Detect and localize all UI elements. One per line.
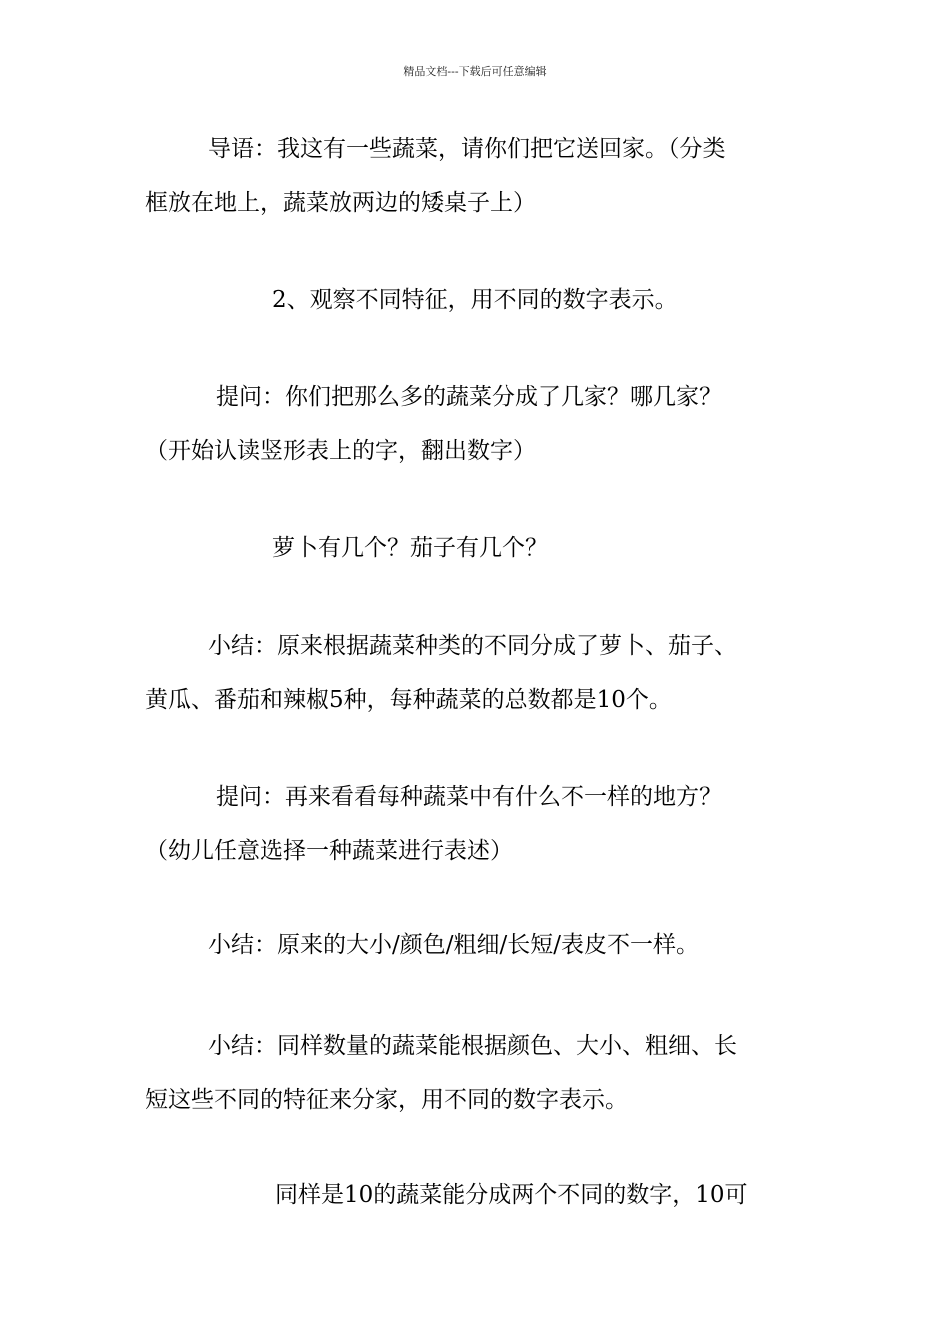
paragraph-line: 小结：原来的大小/颜色/粗细/长短/表皮不一样。 (208, 932, 699, 958)
paragraph-line: 黄瓜、番茄和辣椒5种，每种蔬菜的总数都是10个。 (145, 687, 672, 713)
paragraph-line: （开始认读竖形表上的字，翻出数字） (145, 438, 536, 464)
paragraph-line: 提问：你们把那么多的蔬菜分成了几家？哪几家？ (216, 384, 722, 410)
paragraph-line: 框放在地上，蔬菜放两边的矮桌子上） (145, 190, 536, 216)
paragraph-line: 同样是10的蔬菜能分成两个不同的数字，10可 (275, 1182, 748, 1208)
paragraph-line: 2、观察不同特征，用不同的数字表示。 (272, 287, 678, 313)
paragraph-summary-2 (145, 918, 810, 972)
paragraph-summary-1 (145, 619, 810, 727)
paragraph-question-2 (145, 521, 810, 575)
paragraph-line: 小结：原来根据蔬菜种类的不同分成了萝卜、茄子、 (208, 633, 737, 659)
paragraph-question-1 (145, 370, 810, 478)
paragraph-summary-3 (145, 1019, 810, 1127)
paragraph-question-3 (145, 770, 810, 878)
paragraph-continuation (145, 1168, 810, 1222)
paragraph-line: 萝卜有几个？茄子有几个？ (272, 535, 548, 561)
paragraph-line: 短这些不同的特征来分家，用不同的数字表示。 (145, 1087, 628, 1113)
paragraph-step-2 (145, 273, 810, 327)
paragraph-line: 小结：同样数量的蔬菜能根据颜色、大小、粗细、长 (208, 1033, 737, 1059)
paragraph-line: （幼儿任意选择一种蔬菜进行表述） (145, 838, 513, 864)
page-header: 精品文档---下载后可任意编辑 (403, 65, 547, 78)
paragraph-intro (145, 122, 810, 230)
paragraph-line: 导语：我这有一些蔬菜，请你们把它送回家。（分类 (208, 136, 726, 162)
paragraph-line: 提问：再来看看每种蔬菜中有什么不一样的地方？ (216, 784, 722, 810)
